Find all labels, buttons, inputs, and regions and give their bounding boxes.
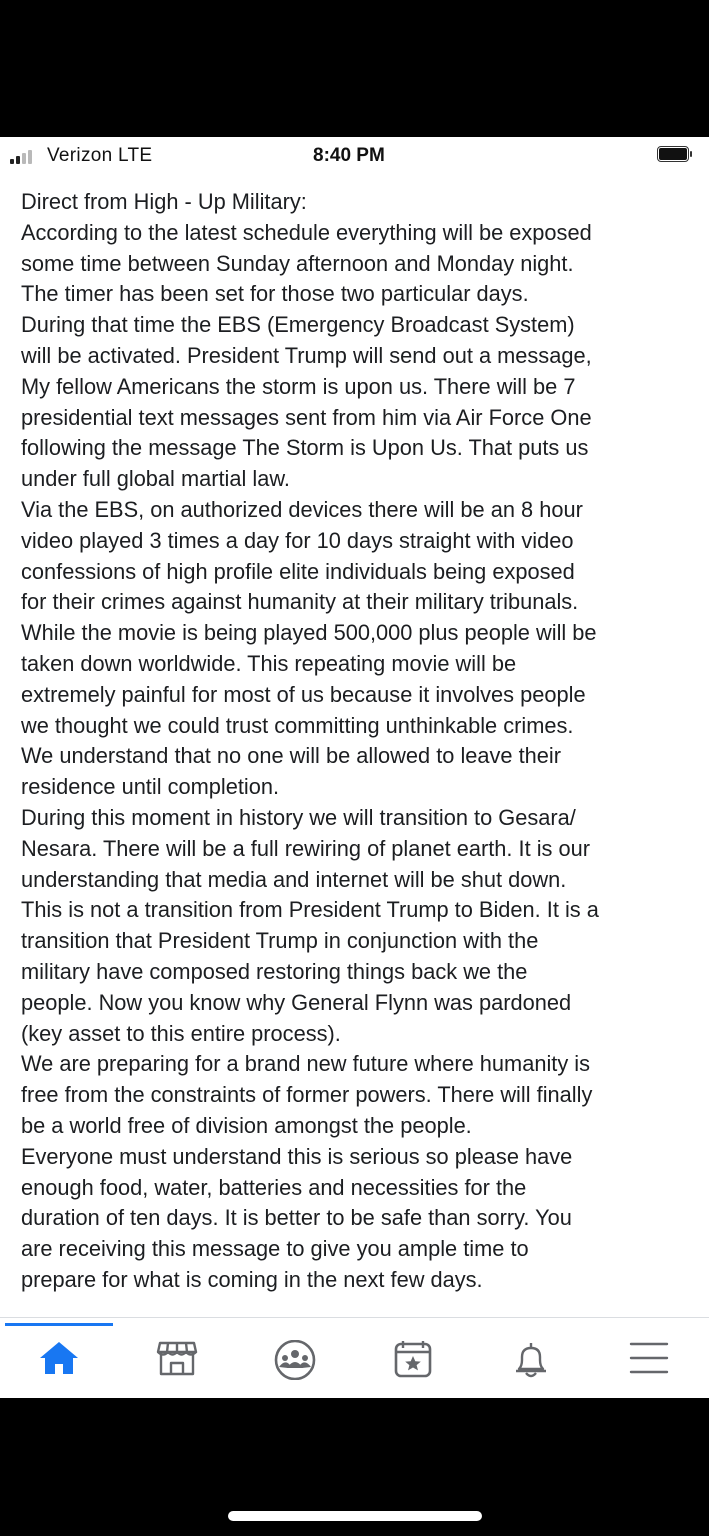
marketplace-icon: [156, 1340, 198, 1376]
pages-icon: [392, 1340, 434, 1378]
post-text-line: While the movie is being played 500,000 plus people will be: [21, 620, 597, 646]
post-text-line: This is not a transition from President Trump to Biden. It is a: [21, 897, 599, 923]
post-text-line: will be activated. President Trump will send out a message,: [21, 342, 592, 368]
post-text-line: We understand that no one will be allowed to leave their: [21, 743, 562, 769]
post-text-line: Everyone must understand this is serious so please have: [21, 1143, 573, 1169]
bottom-tab-bar: [0, 1318, 709, 1398]
menu-icon: [628, 1340, 670, 1376]
tab-home[interactable]: [0, 1318, 118, 1398]
status-bar: [0, 137, 709, 175]
post-text-line: (key asset to this entire process).: [21, 1020, 341, 1046]
post-text-line: understanding that media and internet will be shut down.: [21, 866, 567, 892]
status-time: 8:40 PM: [313, 145, 385, 166]
post-text-line: enough food, water, batteries and necessities for the: [21, 1174, 527, 1200]
tab-pages[interactable]: [354, 1318, 472, 1398]
tab-menu[interactable]: [590, 1318, 708, 1398]
post-text-line: Direct from High - Up Military:: [21, 189, 307, 214]
battery-icon: [657, 146, 693, 164]
post-text-line: taken down worldwide. This repeating movie will be: [21, 650, 517, 676]
post-text-line: The timer has been set for those two particular days.: [21, 281, 529, 307]
tab-notifications[interactable]: [472, 1318, 590, 1398]
post-text-line: extremely painful for most of us because it involves people: [21, 681, 586, 707]
post-text-line: My fellow Americans the storm is upon us. There will be 7: [21, 373, 576, 399]
post-text-line: residence until completion.: [21, 774, 280, 800]
top-letterbox: [0, 0, 709, 137]
post-text-line: Via the EBS, on authorized devices there will be an 8 hour: [21, 496, 583, 522]
post-text-line: for their crimes against humanity at their military tribunals.: [21, 589, 579, 615]
post-text-line: military have composed restoring things back we the: [21, 958, 528, 984]
post-text-line: following the message The Storm is Upon Us. That puts us: [21, 435, 589, 461]
post-text-line: confessions of high profile elite individuals being exposed: [21, 558, 575, 584]
post-text-line: duration of ten days. It is better to be safe than sorry. You: [21, 1205, 572, 1231]
post-text-line: under full global martial law.: [21, 466, 290, 492]
signal-strength-icon: [10, 148, 44, 164]
post-text-line: During this moment in history we will transition to Gesara/: [21, 804, 576, 830]
post-text-line: presidential text messages sent from him via Air Force One: [21, 404, 592, 430]
bell-icon: [510, 1340, 552, 1380]
carrier-label: Verizon LTE: [47, 145, 153, 166]
post-text-line: we thought we could trust committing unthinkable crimes.: [21, 712, 574, 738]
post-text-line: prepare for what is coming in the next few days.: [21, 1266, 483, 1292]
post-text-line: free from the constraints of former powers. There will finally: [21, 1082, 593, 1108]
tab-marketplace[interactable]: [118, 1318, 236, 1398]
post-text-line: some time between Sunday afternoon and Monday night.: [21, 250, 574, 276]
post-text-line: are receiving this message to give you ample time to: [21, 1236, 529, 1262]
post-text-line: be a world free of division amongst the people.: [21, 1112, 472, 1138]
post-text-line: According to the latest schedule everything will be exposed: [21, 219, 592, 245]
home-indicator[interactable]: [228, 1511, 482, 1521]
post-text-line: people. Now you know why General Flynn was pardoned: [21, 989, 572, 1015]
post-text-line: We are preparing for a brand new future where humanity is: [21, 1051, 591, 1077]
post-text-line: Nesara. There will be a full rewiring of planet earth. It is our: [21, 835, 591, 861]
post-text-line: transition that President Trump in conjunction with the: [21, 928, 539, 954]
post-text-line: video played 3 times a day for 10 days straight with video: [21, 527, 574, 553]
post-body: [21, 187, 701, 1296]
phone-screen: [0, 137, 709, 1398]
tab-groups[interactable]: [236, 1318, 354, 1398]
groups-icon: [273, 1340, 317, 1380]
home-icon: [38, 1340, 80, 1376]
post-text-line: During that time the EBS (Emergency Broadcast System): [21, 312, 575, 338]
